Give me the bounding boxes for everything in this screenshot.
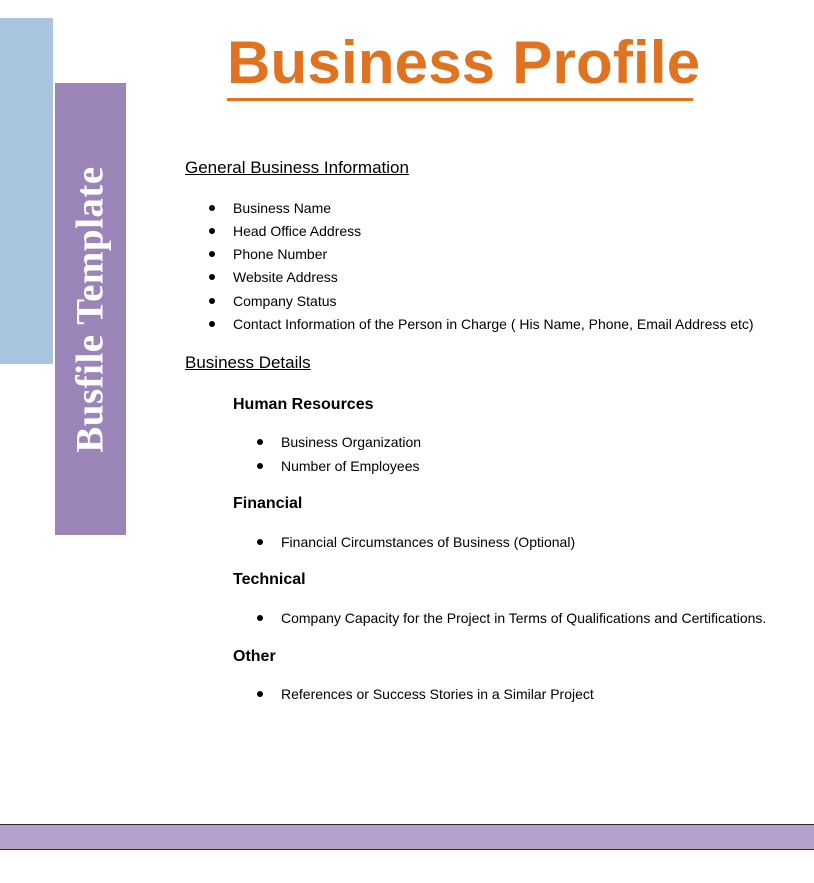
bullet-icon [257, 691, 263, 697]
bullet-icon [209, 251, 215, 257]
list-item-text: Number of Employees [281, 458, 420, 474]
list-item-text: Financial Circumstances of Business (Optional) [281, 534, 576, 550]
bullet-icon [257, 615, 263, 621]
bullet-icon [209, 205, 215, 211]
section-title: Technical [233, 571, 306, 588]
list-item-text: Website Address [233, 269, 338, 285]
list-item [233, 268, 338, 286]
general-heading: General Business Information [185, 158, 409, 177]
list-item [281, 533, 575, 551]
list-item [233, 245, 327, 263]
list-item [233, 199, 331, 217]
list-item-text: Business Name [233, 200, 332, 216]
bullet-icon [257, 539, 263, 545]
list-item [233, 315, 754, 333]
list-item [281, 433, 421, 451]
list-item [233, 222, 361, 240]
list-item-text: Company Status [233, 293, 337, 309]
side-blue-bar [0, 18, 53, 364]
list-item-text: Business Organization [281, 434, 422, 450]
list-item-text: Phone Number [233, 246, 328, 262]
section-title: Financial [233, 495, 303, 512]
bullet-icon [209, 321, 215, 327]
details-heading: Business Details [185, 353, 311, 372]
list-item-text: Contact Information of the Person in Charge ( His Name, Phone, Email Address etc) [233, 316, 754, 332]
section-title: Human Resources [233, 396, 374, 413]
bullet-icon [209, 274, 215, 280]
list-item-text: Company Capacity for the Project in Terms of Qualifications and Certifications. [281, 610, 767, 626]
side-label: Busfile Template [69, 165, 113, 453]
bullet-icon [257, 439, 263, 445]
page-title: Business Profile [227, 30, 693, 101]
list-item [233, 292, 337, 310]
side-label-container [55, 83, 126, 535]
list-item [281, 685, 594, 703]
list-item [281, 609, 766, 627]
bullet-icon [257, 463, 263, 469]
list-item-text: References or Success Stories in a Similar Project [281, 686, 594, 702]
list-item-text: Head Office Address [233, 223, 362, 239]
section-title: Other [233, 648, 276, 665]
bullet-icon [209, 298, 215, 304]
footer-bar [0, 824, 814, 850]
bullet-icon [209, 228, 215, 234]
list-item [281, 457, 420, 475]
